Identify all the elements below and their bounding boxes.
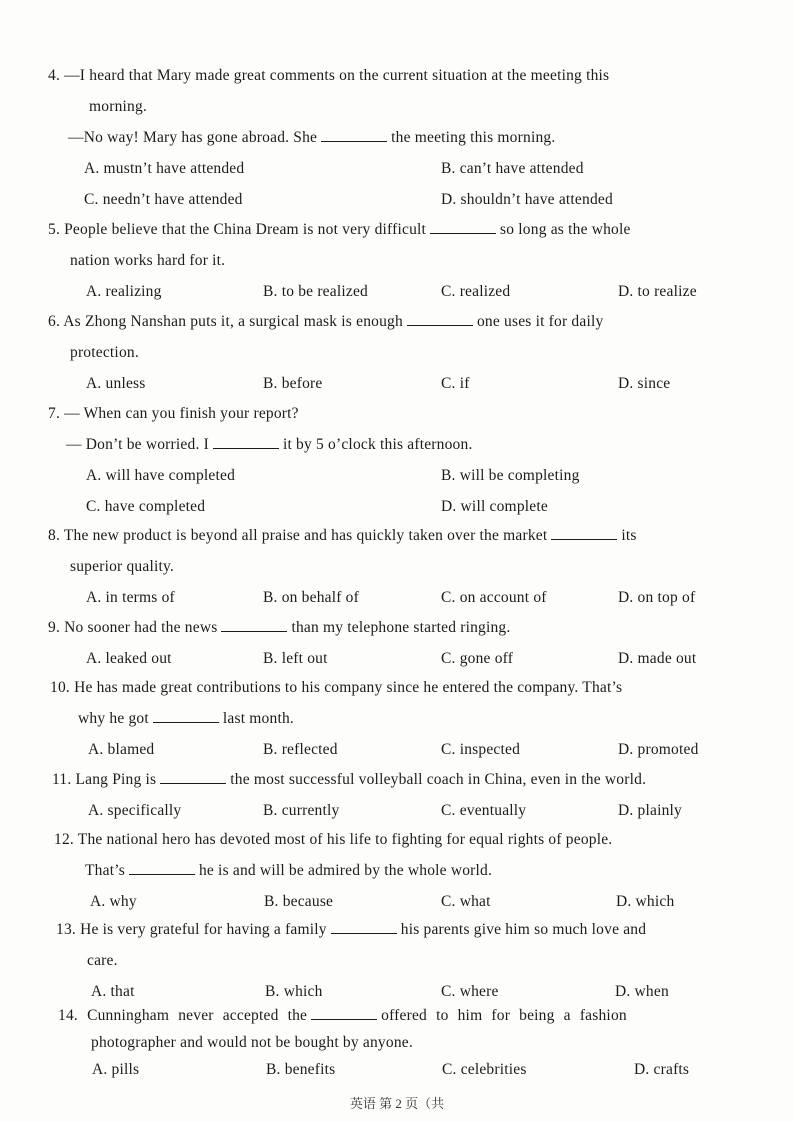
option-c[interactable]: C. gone off [441,650,514,667]
question-number: 5. [48,221,61,238]
option-d[interactable]: D. plainly [618,802,682,819]
answer-blank[interactable] [321,127,387,142]
option-d[interactable]: D. when [615,983,669,1000]
option-a[interactable]: A. blamed [88,741,155,758]
options-row [48,460,580,491]
question-number: 6. [48,313,61,330]
option-d[interactable]: D. crafts [634,1061,690,1078]
option-b[interactable]: B. can’t have attended [441,160,584,177]
option-d[interactable]: D. made out [618,650,697,667]
question-8: 8. The new product is beyond all praise and has quickly taken over the market its superior quality. A. in terms of B. on behalf of C. on account of D. on top of [48,520,637,613]
option-c[interactable]: C. if [441,375,470,392]
question-number: 13. [56,921,76,938]
question-number: 12. [54,831,74,848]
option-a[interactable]: A. that [91,983,135,1000]
option-d[interactable]: D. which [616,893,675,910]
option-b[interactable]: B. left out [263,650,328,667]
options-row [48,153,609,184]
options-row [48,276,697,307]
answer-blank[interactable] [221,617,287,632]
option-c[interactable]: C. celebrities [442,1061,527,1078]
option-c[interactable]: C. needn’t have attended [84,191,243,208]
option-a[interactable]: A. specifically [88,802,182,819]
question-number: 11. [52,771,72,788]
question-number: 10. [50,679,70,696]
option-d[interactable]: D. since [618,375,671,392]
answer-blank[interactable] [129,860,195,875]
option-b[interactable]: B. because [264,893,334,910]
options-row [48,582,696,613]
question-14: 14. Cunningham never accepted the offered to him for being a fashion photographer and would not be bought by anyone. A. pills B. benefits C. celebrities D. crafts [58,1002,627,1083]
option-a[interactable]: A. will have completed [86,467,236,484]
option-a[interactable]: A. mustn’t have attended [84,160,245,177]
option-c[interactable]: C. eventually [441,802,527,819]
answer-blank[interactable] [213,434,279,449]
option-d[interactable]: D. will complete [441,498,548,515]
question-4: 4. —I heard that Mary made great comments on the current situation at the meeting this morning. —No way! Mary has gone abroad. She the meeting this morning. A. mustn’t have attended B. can’t have attended C. needn’t have attended D. shouldn’t have attended [48,60,609,215]
question-number: 8. [48,527,61,544]
option-b[interactable]: B. which [265,983,323,1000]
option-c[interactable]: C. realized [441,283,511,300]
option-c[interactable]: C. what [441,893,491,910]
options-row [48,368,671,399]
option-b[interactable]: B. currently [263,802,340,819]
question-10: 10. He has made great contributions to his company since he entered the company. That’s why he got last month. A. blamed B. reflected C. inspected D. promoted [50,672,622,765]
answer-blank[interactable] [551,525,617,540]
page-footer: 英语 第 2 页（共 [349,1096,445,1111]
option-d[interactable]: D. promoted [618,741,699,758]
option-a[interactable]: A. unless [86,375,146,392]
option-b[interactable]: B. benefits [266,1061,336,1078]
option-d[interactable]: D. to realize [618,283,697,300]
answer-blank[interactable] [331,919,397,934]
option-a[interactable]: A. in terms of [86,589,175,606]
question-13: 13. He is very grateful for having a family his parents give him so much love and care. A. that B. which C. where D. when [56,914,646,1007]
options-row [54,886,675,917]
answer-blank[interactable] [430,219,496,234]
option-c[interactable]: C. inspected [441,741,521,758]
question-number: 4. [48,67,61,84]
option-a[interactable]: A. why [90,893,137,910]
option-b[interactable]: B. will be completing [441,467,580,484]
option-d[interactable]: D. on top of [618,589,696,606]
question-5: 5. People believe that the China Dream is not very difficult so long as the whole nation works hard for it. A. realizing B. to be realized C. realized D. to realize [48,214,631,307]
answer-blank[interactable] [153,708,219,723]
options-row [50,734,699,765]
question-9: 9. No sooner had the news than my telephone started ringing. A. leaked out B. left out C. gone off D. made out [48,612,510,674]
question-number: 9. [48,619,61,636]
question-number: 7. [48,405,61,422]
question-stem: morning. [89,98,147,115]
option-b[interactable]: B. to be realized [263,283,368,300]
question-12: 12. The national hero has devoted most of his life to fighting for equal rights of people. That’s he is and will be admired by the whole world. A. why B. because C. what D. which [54,824,612,917]
question-7: 7. — When can you finish your report? — Don’t be worried. I it by 5 o’clock this afternoon. A. will have completed B. will be completing C. have completed D. will complete [48,398,473,522]
question-stem: —I heard that Mary made great comments on the current situation at the meeting this [64,67,610,84]
options-row [48,491,548,522]
options-row [58,1056,690,1083]
option-a[interactable]: A. leaked out [86,650,172,667]
answer-blank[interactable] [311,1005,377,1020]
option-c[interactable]: C. where [441,983,499,1000]
option-b[interactable]: B. before [263,375,323,392]
option-d[interactable]: D. shouldn’t have attended [441,191,613,208]
question-6: 6. As Zhong Nanshan puts it, a surgical mask is enough one uses it for daily protection. A. unless B. before C. if D. since [48,306,603,399]
option-a[interactable]: A. pills [92,1061,140,1078]
options-row [48,184,613,215]
option-b[interactable]: B. on behalf of [263,589,359,606]
option-c[interactable]: C. have completed [86,498,206,515]
option-c[interactable]: C. on account of [441,589,547,606]
question-11: 11. Lang Ping is the most successful volleyball coach in China, even in the world. A. specifically B. currently C. eventually D. plainly [52,764,646,826]
option-a[interactable]: A. realizing [86,283,162,300]
question-number: 14. [58,1007,78,1024]
answer-blank[interactable] [160,769,226,784]
answer-blank[interactable] [407,311,473,326]
option-b[interactable]: B. reflected [263,741,338,758]
